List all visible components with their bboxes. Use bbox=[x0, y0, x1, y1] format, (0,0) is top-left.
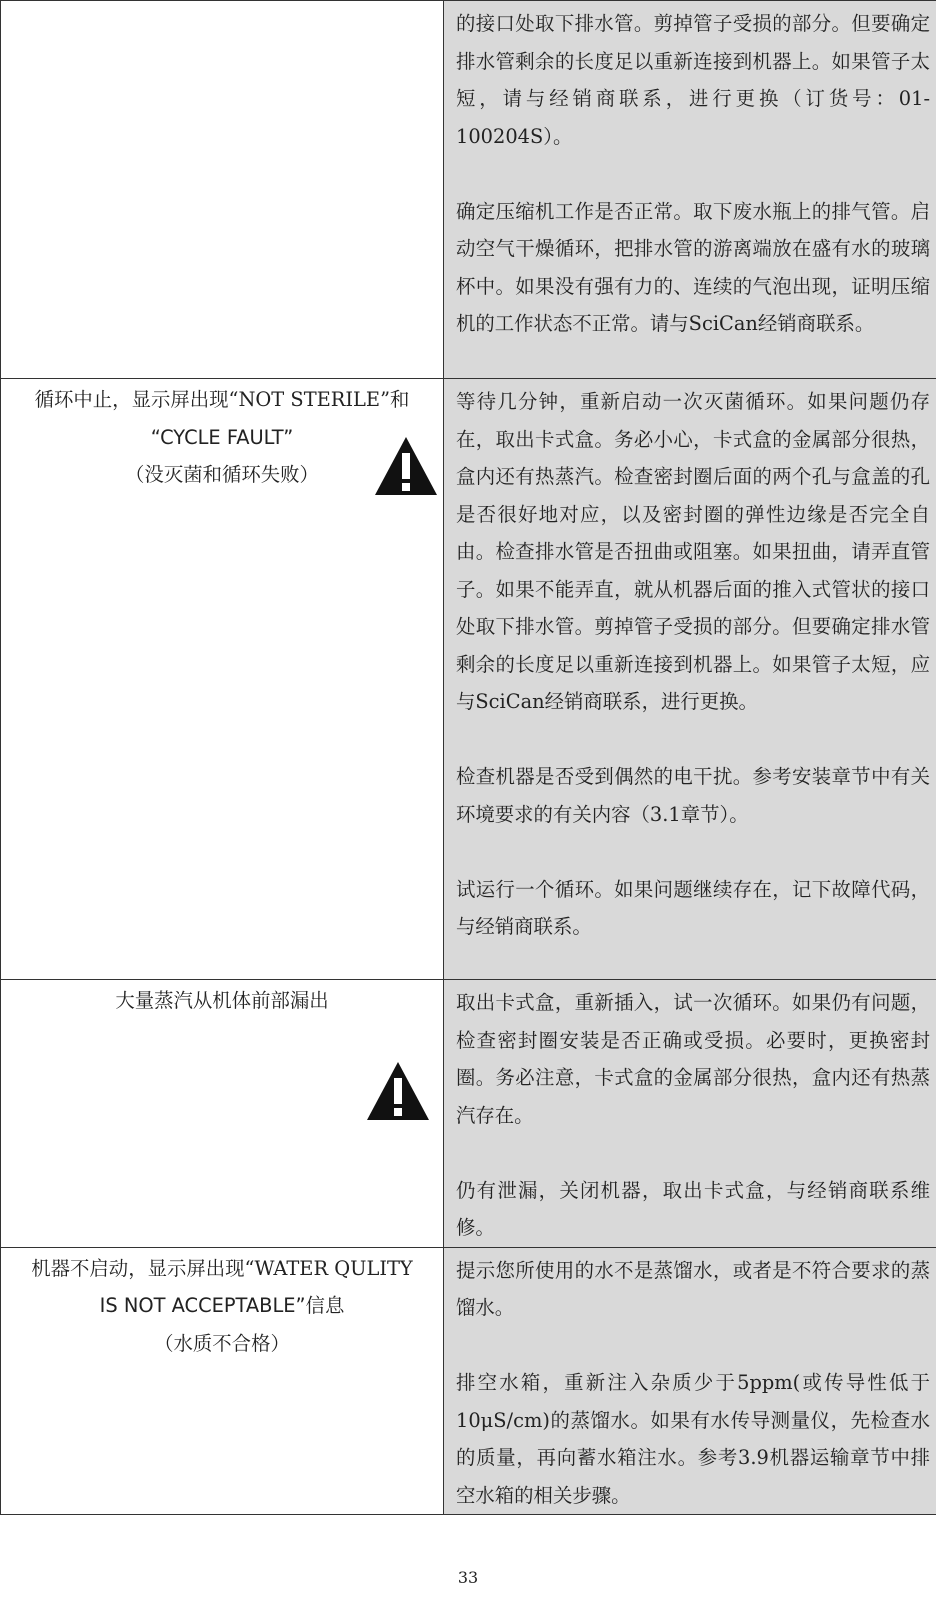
solution-cell bbox=[444, 1, 936, 379]
problem-cell bbox=[1, 1, 444, 379]
problem-cell bbox=[1, 379, 444, 980]
table-row bbox=[1, 980, 936, 1248]
solution-paragraph: 检查机器是否受到偶然的电干扰。参考安装章节中有关环境要求的有关内容（3.1章节）。 bbox=[456, 765, 930, 826]
problem-line: 机器不启动，显示屏出现“WATER QULITY bbox=[31, 1256, 413, 1280]
solution-cell bbox=[444, 379, 936, 980]
solution-paragraph: 的接口处取下排水管。剪掉管子受损的部分。但要确定排水管剩余的长度足以重新连接到机器上。如果管子太短，请与经销商联系，进行更换（订货号：01-100204S）。 bbox=[456, 12, 930, 148]
table-row bbox=[1, 1247, 936, 1515]
problem-line: IS NOT ACCEPTABLE”信息 bbox=[99, 1294, 345, 1317]
solution-paragraph: 确定压缩机工作是否正常。取下废水瓶上的排气管。启动空气干燥循环，把排水管的游离端放在盛有水的玻璃杯中。如果没有强有力的、连续的气泡出现，证明压缩机的工作状态不正常。请与SciCan经销商联系。 bbox=[456, 199, 930, 335]
problem-cell bbox=[1, 1247, 444, 1515]
problem-line: “CYCLE FAULT” bbox=[150, 425, 294, 449]
problem-cell bbox=[1, 980, 444, 1248]
warning-triangle-icon bbox=[365, 1060, 431, 1122]
solution-paragraph: 取出卡式盒，重新插入，试一次循环。如果仍有问题，检查密封圈安装是否正确或受损。必要时，更换密封圈。务必注意，卡式盒的金属部分很热，盒内还有热蒸汽存在。 bbox=[456, 991, 930, 1127]
table-row bbox=[1, 379, 936, 980]
solution-paragraph: 仍有泄漏，关闭机器，取出卡式盒，与经销商联系维修。 bbox=[456, 1178, 930, 1239]
problem-line: 大量蒸汽从机体前部漏出 bbox=[115, 989, 329, 1012]
solution-cell bbox=[444, 980, 936, 1248]
problem-line: 循环中止，显示屏出现“NOT STERILE”和 bbox=[34, 388, 410, 411]
problem-line: （没灭菌和循环失败） bbox=[125, 463, 319, 486]
solution-paragraph: 等待几分钟，重新启动一次灭菌循环。如果问题仍存在，取出卡式盒。务必小心，卡式盒的金属部分很热，盒内还有热蒸汽。检查密封圈后面的两个孔与盒盖的孔是否很好地对应，以及密封圈的弹性边缘是否完全自由。检查排水管是否扭曲或阻塞。如果扭曲，请弄直管子。如果不能弄直，就从机器后面的推入式管状的接口处取下排水管。剪掉管子受损的部分。但要确定排水管剩余的长度足以重新连接到机器上。如果管子太短，应与SciCan经销商联系，进行更换。 bbox=[456, 390, 930, 713]
solution-paragraph: 提示您所使用的水不是蒸馏水，或者是不符合要求的蒸馏水。 bbox=[456, 1258, 930, 1319]
problem-line: （水质不合格） bbox=[154, 1331, 290, 1355]
table-row bbox=[1, 1, 936, 379]
solution-paragraph: 试运行一个循环。如果问题继续存在，记下故障代码，与经销商联系。 bbox=[456, 877, 930, 938]
solution-cell bbox=[444, 1247, 936, 1515]
solution-paragraph: 排空水箱，重新注入杂质少于5ppm(或传导性低于10μS/cm)的蒸馏水。如果有水传导测量仪，先检查水的质量，再向蓄水箱注水。参考3.9机器运输章节中排空水箱的相关步骤。 bbox=[456, 1371, 930, 1507]
warning-triangle-icon bbox=[373, 435, 439, 497]
page-number: 33 bbox=[457, 1568, 479, 1587]
